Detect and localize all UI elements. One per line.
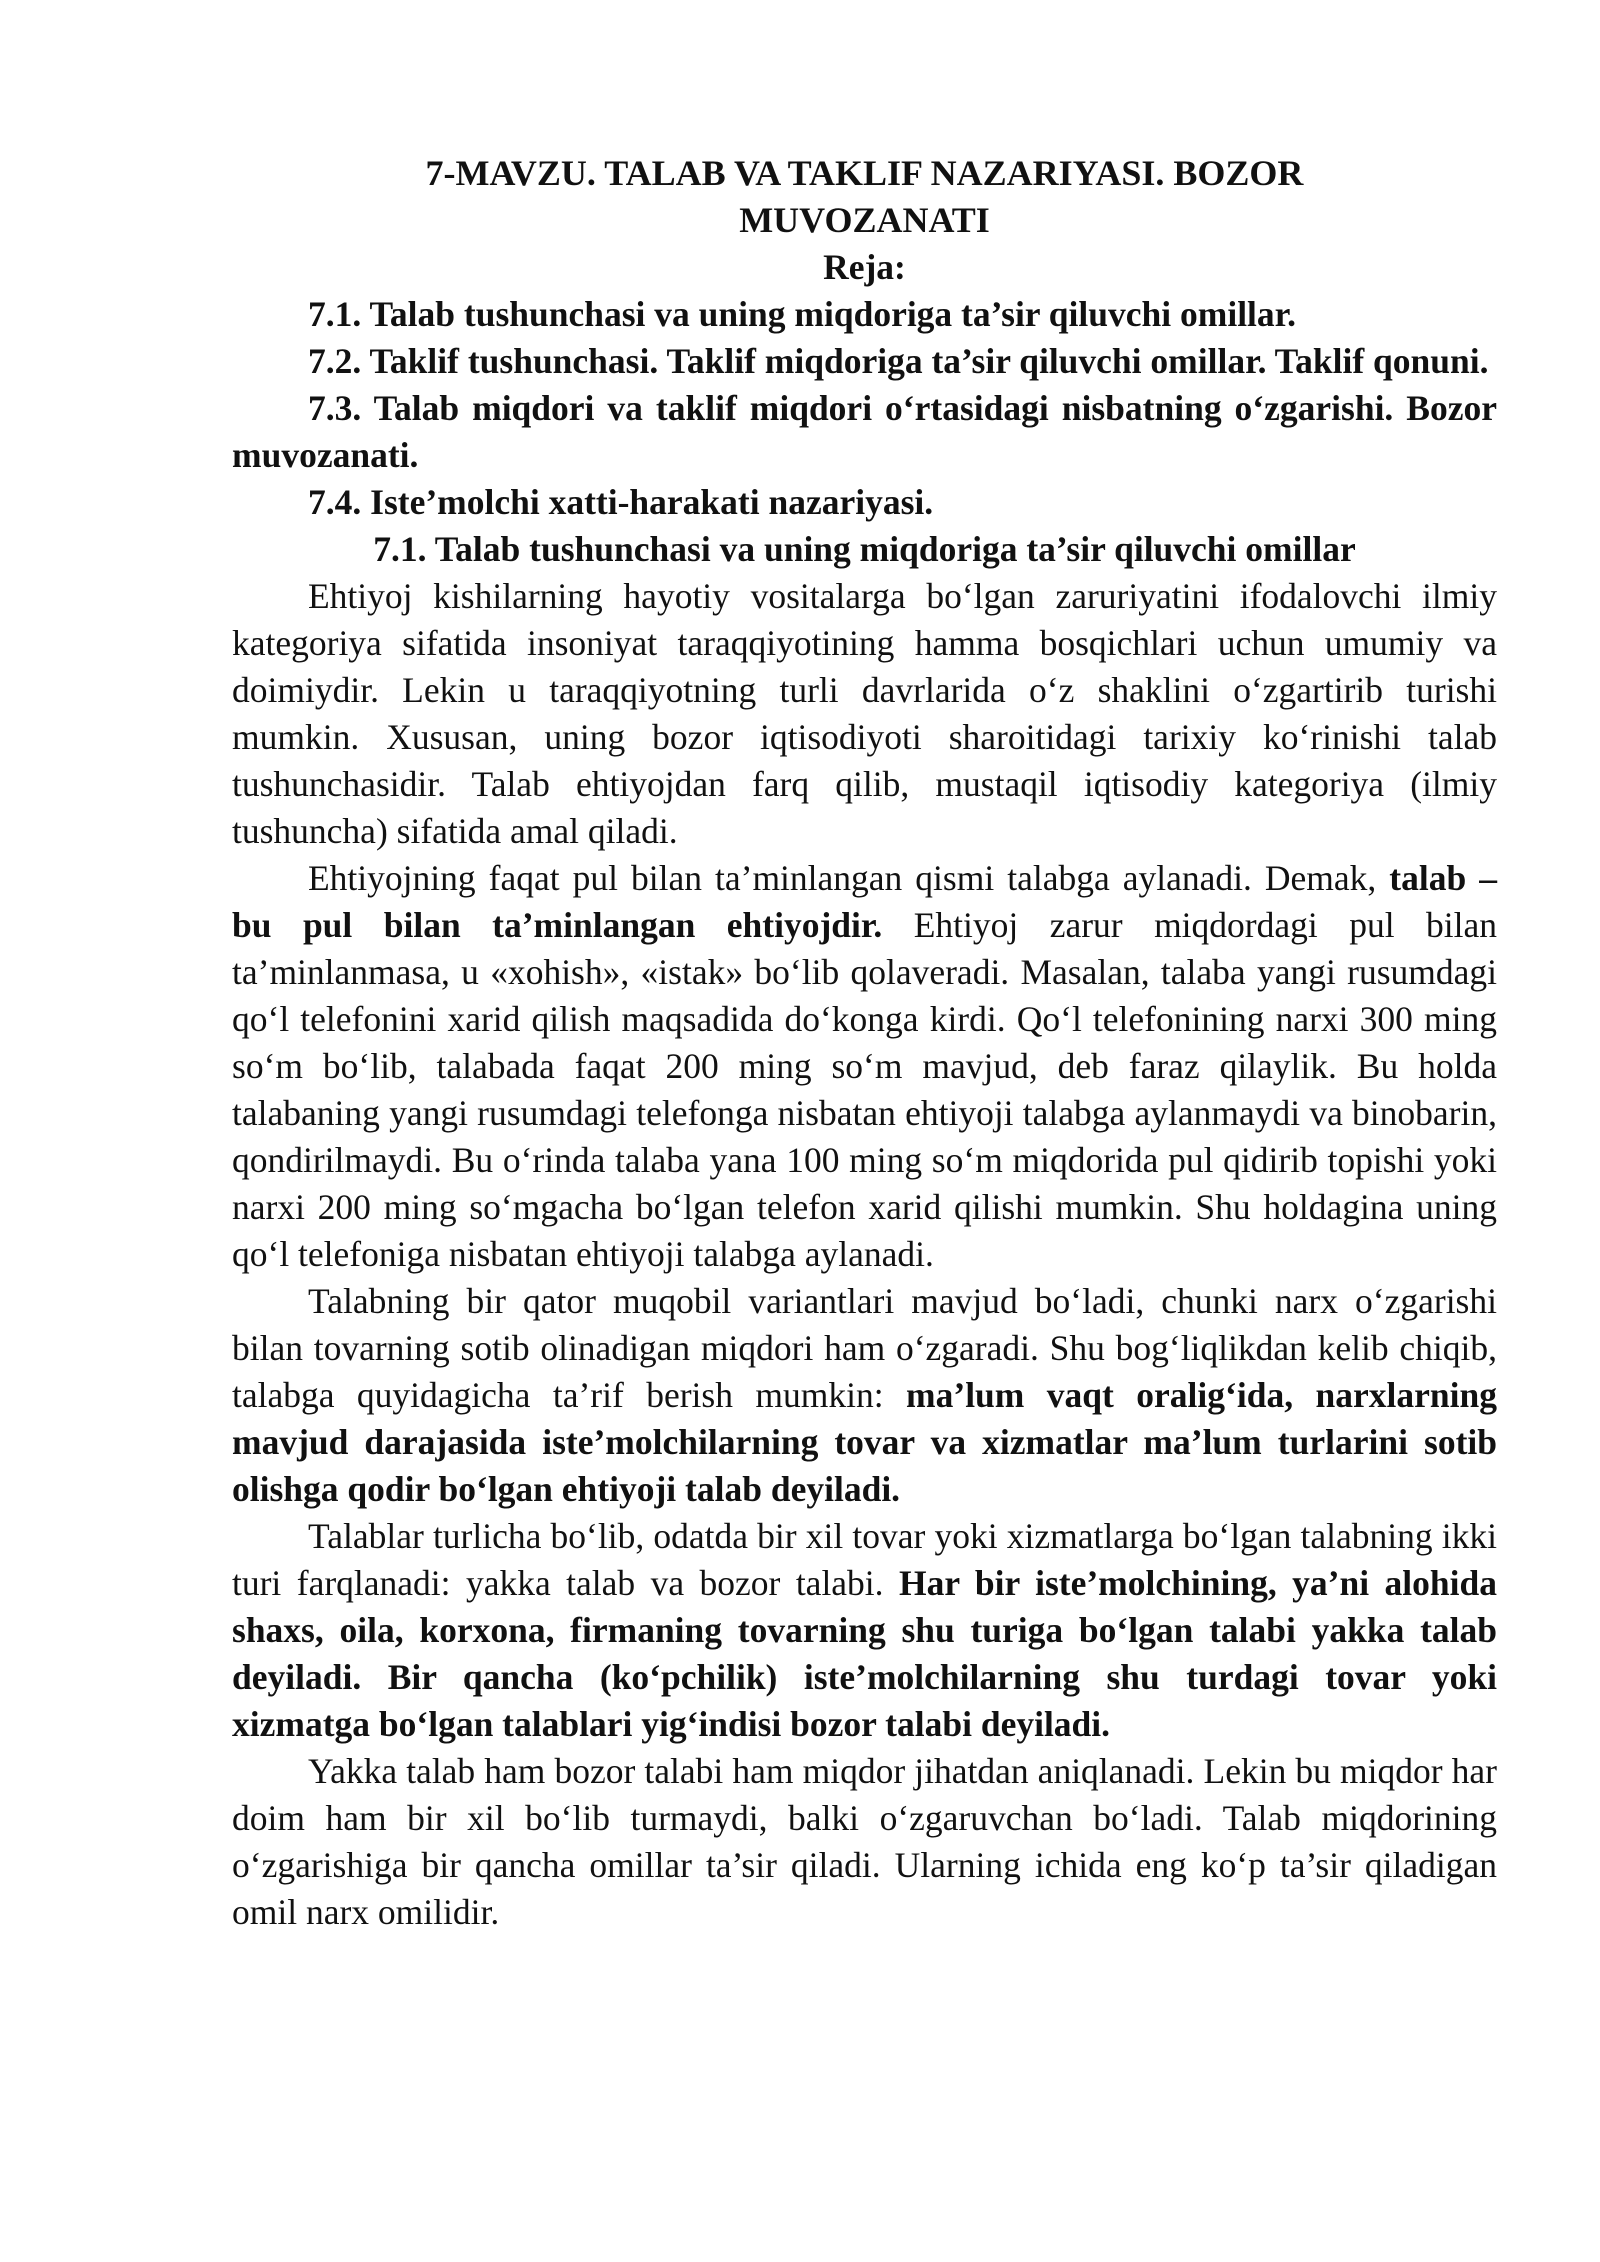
paragraph-5: Yakka talab ham bozor talabi ham miqdor jihatdan aniqlanadi. Lekin bu miqdor har doim ham bir xil bo‘lib turmaydi, balki o‘zgaruvchan bo‘ladi. Talab miqdorining o‘zgarishiga bir qancha omillar ta’sir qiladi. Ularning ichida eng ko‘p ta’sir qiladigan omil narx omilidir. — [232, 1751, 1497, 1932]
plan-item-1: 7.1. Talab tushunchasi va uning miqdoriga ta’sir qiluvchi omillar. — [308, 294, 1297, 334]
plan-item-4: 7.4. Iste’molchi xatti-harakati nazariyasi. — [308, 482, 934, 522]
document-page — [232, 150, 1497, 1936]
paragraph-3-definition: ma’lum vaqt oralig‘ida, narxlarning mavjud darajasida iste’molchilarning tovar va xizmatlar ma’lum turlarini sotib olishga qodir bo‘lgan ehtiyoji talab deyiladi. — [232, 1375, 1497, 1509]
paragraph-4-text-a: Talablar turlicha bo‘lib, odatda bir xil tovar yoki xizmatlarga bo‘lgan talabning ikki turi farqlanadi: yakka talab va bozor talabi. — [232, 1516, 1497, 1603]
paragraph-2-text-a: Ehtiyojning faqat pul bilan ta’minlangan qismi talabga aylanadi. Demak, — [308, 858, 1390, 898]
paragraph-4 — [232, 1513, 1497, 1748]
document-title — [232, 150, 1497, 244]
plan-item-3: 7.3. Talab miqdori va taklif miqdori o‘rtasidagi nisbatning o‘zgarishi. Bozor muvozanati. — [232, 388, 1497, 475]
paragraph-4-definition: Har bir iste’molchining, ya’ni alohida shaxs, oila, korxona, firmaning tovarning shu turiga bo‘lgan talabi yakka talab deyiladi. Bir qancha (ko‘pchilik) iste’molchilarning shu turdagi tovar yoki xizmatga bo‘lgan talablari yig‘indisi bozor talabi deyiladi. — [232, 1563, 1497, 1744]
paragraph-2-text-c: Ehtiyoj zarur miqdordagi pul bilan ta’minlanmasa, u «xohish», «istak» bo‘lib qolaveradi. Masalan, talaba yangi rusumdagi qo‘l telefonini xarid qilish maqsadida do‘konga kirdi. Qo‘l telefonining narxi 300 ming so‘m bo‘lib, talabada faqat 200 ming so‘m mavjud, deb faraz qilaylik. Bu holda talabaning yangi rusumdagi telefonga nisbatan ehtiyoji talabga aylanmaydi va binobarin, qondirilmaydi. Bu o‘rinda talaba yana 100 ming so‘m miqdorida pul qidirib topishi yoki narxi 200 ming so‘mgacha bo‘lgan telefon xarid qilishi mumkin. Shu holdagina uning qo‘l telefoniga nisbatan ehtiyoji talabga aylanadi. — [232, 905, 1497, 1274]
paragraph-3-text-a: Talabning bir qator muqobil variantlari mavjud bo‘ladi, chunki narx o‘zgarishi bilan tovarning sotib olinadigan miqdori ham o‘zgaradi. Shu bog‘liqlikdan kelib chiqib, talabga quyidagicha ta’rif berish mumkin: — [232, 1281, 1497, 1415]
paragraph-3 — [232, 1278, 1497, 1513]
paragraph-1: Ehtiyoj kishilarning hayotiy vositalarga bo‘lgan zaruriyatini ifodalovchi ilmiy kategoriya sifatida insoniyat taraqqiyotining hamma bosqichlari uchun umumiy va doimiydir. Lekin u taraqqiyotning turli davrlarida o‘z shaklini o‘zgartirib turishi mumkin. Xususan, uning bozor iqtisodiyoti sharoitidagi tarixiy ko‘rinishi talab tushunchasidir. Talab ehtiyojdan farq qilib, mustaqil iqtisodiy kategoriya (ilmiy tushuncha) sifatida amal qiladi. — [232, 576, 1497, 851]
plan-heading: Reja: — [823, 247, 906, 287]
plan-item-2: 7.2. Taklif tushunchasi. Taklif miqdoriga ta’sir qiluvchi omillar. Taklif qonuni. — [308, 341, 1489, 381]
paragraph-2 — [232, 855, 1497, 1278]
title-line-1: 7-MAVZU. TALAB VA TAKLIF NAZARIYASI. BOZOR — [425, 153, 1304, 193]
section-heading: 7.1. Talab tushunchasi va uning miqdoriga ta’sir qiluvchi omillar — [373, 529, 1356, 569]
title-line-2: MUVOZANATI — [739, 200, 990, 240]
paragraph-2-definition: talab – bu pul bilan ta’minlangan ehtiyojdir. — [232, 858, 1497, 945]
